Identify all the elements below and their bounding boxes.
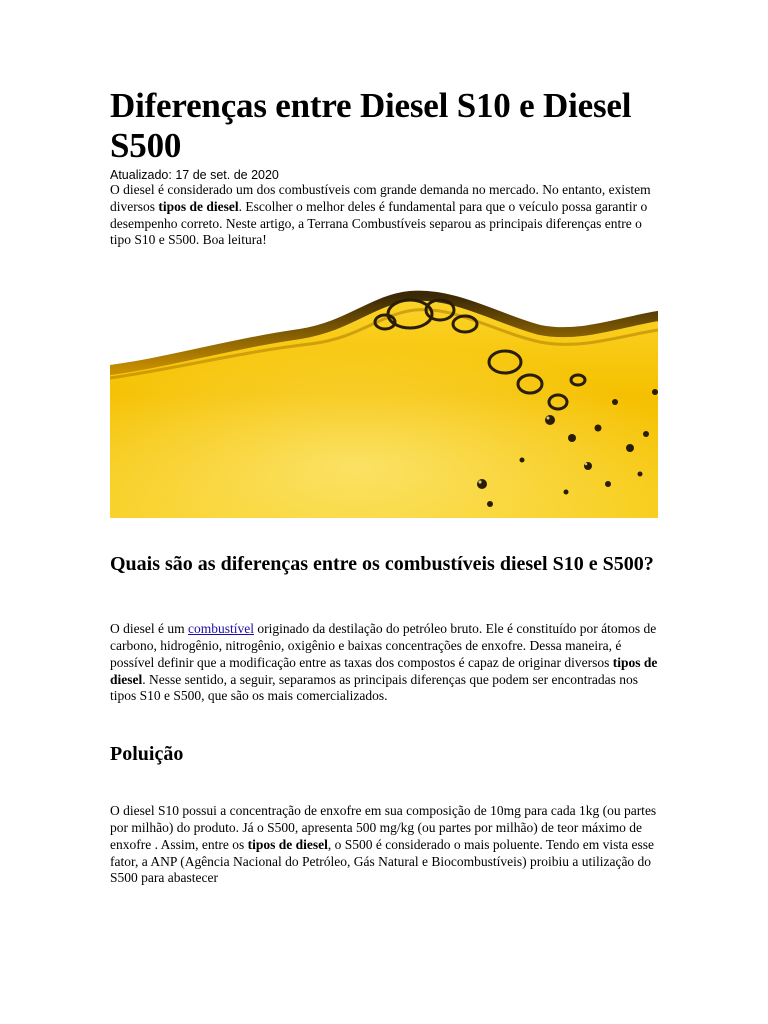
intro-paragraph: O diesel é considerado um dos combustíveis com grande demanda no mercado. No entanto, existem diversos tipos de diesel. Escolher o melhor deles é fundamental para que o veículo possa garantir o desempenho correto. Neste artigo, a Terrana Combustíveis separou as principais diferenças entre o tipo S10 e S500. Boa leitura!	[110, 182, 651, 248]
article	[110, 86, 658, 887]
section-paragraph-differences: O diesel é um combustível originado da destilação do petróleo bruto. Ele é constituído por átomos de carbono, hidrogênio, nitrogênio, oxigênio e baixas concentrações de enxofre. Dessa maneira, é possível definir que a modificação entre as taxas dos compostos é capaz de originar diversos tipos de diesel. Nesse sentido, a seguir, separamos as principais diferenças que podem ser encontradas nos tipos S10 e S500, que são os mais comercializados.	[110, 621, 658, 704]
section-paragraph-pollution: O diesel S10 possui a concentração de enxofre em sua composição de 10mg para cada 1kg (ou partes por milhão) do produto. Já o S500, apresenta 500 mg/kg (ou partes por milhão) de teor máximo de enxofre . Assim, entre os tipos de diesel, o S500 é considerado o mais poluente. Tendo em vista esse fator, a ANP (Agência Nacional do Petróleo, Gás Natural e Biocombustíveis) proibiu a utilização do S500 para abastecer	[110, 803, 657, 886]
page-title: Diferenças entre Diesel S10 e Diesel S500	[110, 86, 632, 165]
section-heading-differences: Quais são as diferenças entre os combustíveis diesel S10 e S500?	[110, 553, 654, 576]
updated-date: Atualizado: 17 de set. de 2020	[110, 168, 279, 182]
section-heading-pollution: Poluição	[110, 743, 184, 766]
combustivel-link[interactable]: combustível	[187, 621, 254, 637]
diesel-oil-image	[110, 252, 658, 518]
